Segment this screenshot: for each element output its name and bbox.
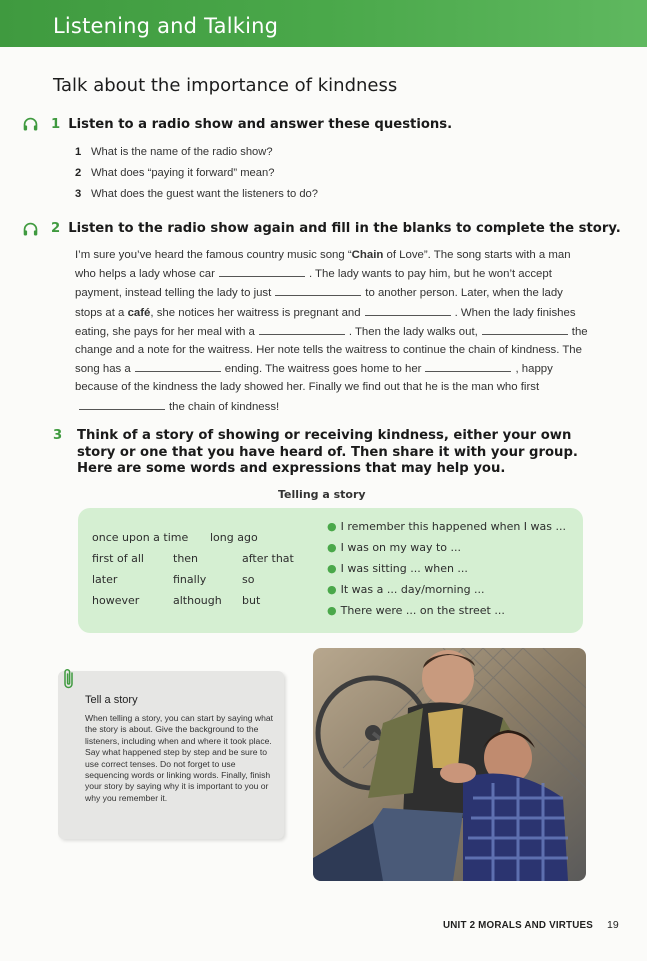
story-text: the change and a note for the waitress. Her note tells the waitress to continue the chain of kindness. The song has a (75, 325, 588, 376)
word-item: but (242, 594, 261, 607)
story-paragraph (75, 246, 590, 416)
expression-item (327, 541, 461, 554)
tip-title: Tell a story (85, 694, 138, 706)
word-item: then (173, 552, 199, 565)
q1-item-2 (75, 167, 274, 179)
word-item: later (92, 573, 118, 586)
expression-text: There were ... on the street ... (340, 604, 505, 617)
expression-item (327, 562, 468, 575)
expression-text: I remember this happened when I was ... (340, 520, 566, 533)
blank-2[interactable] (275, 283, 361, 296)
expression-text: It was a ... day/morning ... (340, 583, 485, 596)
question-3 (53, 428, 593, 478)
blank-1[interactable] (219, 264, 305, 277)
section-title: Talk about the importance of kindness (53, 75, 398, 96)
blank-4[interactable] (259, 322, 345, 335)
question-1-text: Listen to a radio show and answer these questions. (68, 117, 453, 132)
bullet-icon: ● (327, 520, 337, 533)
headphones-icon (22, 116, 39, 133)
page-header-title: Listening and Talking (53, 14, 279, 38)
story-text: of Love”. The song starts with a man who helps a lady whose car (75, 249, 571, 281)
photo-man-comforting-boy (313, 648, 586, 881)
blank-8[interactable] (79, 397, 165, 410)
story-text: to another person. Later, when the lady stops at a (75, 287, 563, 319)
q1-item-1-text: What is the name of the radio show? (91, 146, 273, 158)
story-text: , happy because of the kindness the lady showed her. Finally we find out that he is the man who first (75, 363, 553, 394)
word-item: long ago (210, 531, 258, 544)
question-2 (51, 221, 621, 236)
story-bold-word: café (127, 306, 151, 319)
expression-item (327, 583, 485, 596)
bullet-icon: ● (327, 604, 337, 617)
bullet-icon: ● (327, 562, 337, 575)
question-2-text: Listen to the radio show again and fill in the blanks to complete the story. (68, 221, 621, 236)
tip-text: When telling a story, you can start by saying what the story is about. Give the background to the listeners, including when and where it took place. Say what happened step by step and be sure to use correct tenses. Do not forget to use sequencing words or linking words. Finally, finish your story by saying why it is important to you or why you remember it. (85, 713, 274, 803)
story-bold-word: Chain (351, 249, 384, 261)
footer-unit: UNIT 2 MORALS AND VIRTUES (443, 920, 593, 931)
question-1 (51, 117, 452, 132)
expression-item (327, 604, 505, 617)
word-item: finally (173, 573, 207, 586)
blank-7[interactable] (425, 359, 511, 372)
q1-item-2-text: What does “paying it forward” mean? (91, 167, 275, 179)
q1-item-2-num: 2 (75, 167, 82, 179)
story-text: I’m sure you’ve heard the famous country music song “ (75, 249, 352, 261)
page-number: 19 (607, 919, 619, 931)
story-text: . Then the lady walks out, (348, 325, 478, 338)
q1-item-3-num: 3 (75, 188, 82, 200)
word-item: after that (242, 552, 294, 565)
expression-text: I was on my way to ... (340, 541, 462, 554)
question-3-text: Think of a story of showing or receiving kindness, either your own story or one that you have heard of. Then share it with your group. Here are some words and expressions that may help you. (77, 428, 578, 476)
q1-item-3-text: What does the guest want the listeners to do? (91, 188, 318, 200)
word-item: first of all (92, 552, 144, 565)
word-box-title: Telling a story (278, 488, 366, 501)
question-2-number: 2 (51, 221, 61, 236)
word-item: so (242, 573, 255, 586)
question-3-number: 3 (53, 428, 63, 443)
expression-text: I was sitting ... when ... (340, 562, 468, 575)
word-item: although (173, 594, 222, 607)
blank-6[interactable] (135, 359, 221, 372)
word-item: once upon a time (92, 531, 189, 544)
blank-5[interactable] (482, 322, 568, 335)
paperclip-icon (62, 668, 76, 690)
story-text: , she notices her waitress is pregnant and (150, 306, 361, 319)
headphones-icon (22, 221, 39, 238)
question-1-number: 1 (51, 117, 61, 132)
q1-item-1-num: 1 (75, 146, 82, 158)
story-text: . The lady wants to pay him, but he won’t accept payment, instead telling the lady to just (75, 268, 552, 300)
q1-item-3 (75, 188, 318, 200)
story-text: ending. The waitress goes home to her (224, 363, 422, 376)
expression-item (327, 520, 566, 533)
bullet-icon: ● (327, 583, 337, 596)
word-box (78, 508, 583, 633)
blank-3[interactable] (365, 303, 451, 316)
story-text: . When the lady finishes eating, she pays for her meal with a (75, 306, 576, 338)
bullet-icon: ● (327, 541, 337, 554)
q1-item-1 (75, 146, 273, 158)
word-item: however (92, 594, 140, 607)
story-text: the chain of kindness! (169, 400, 280, 413)
